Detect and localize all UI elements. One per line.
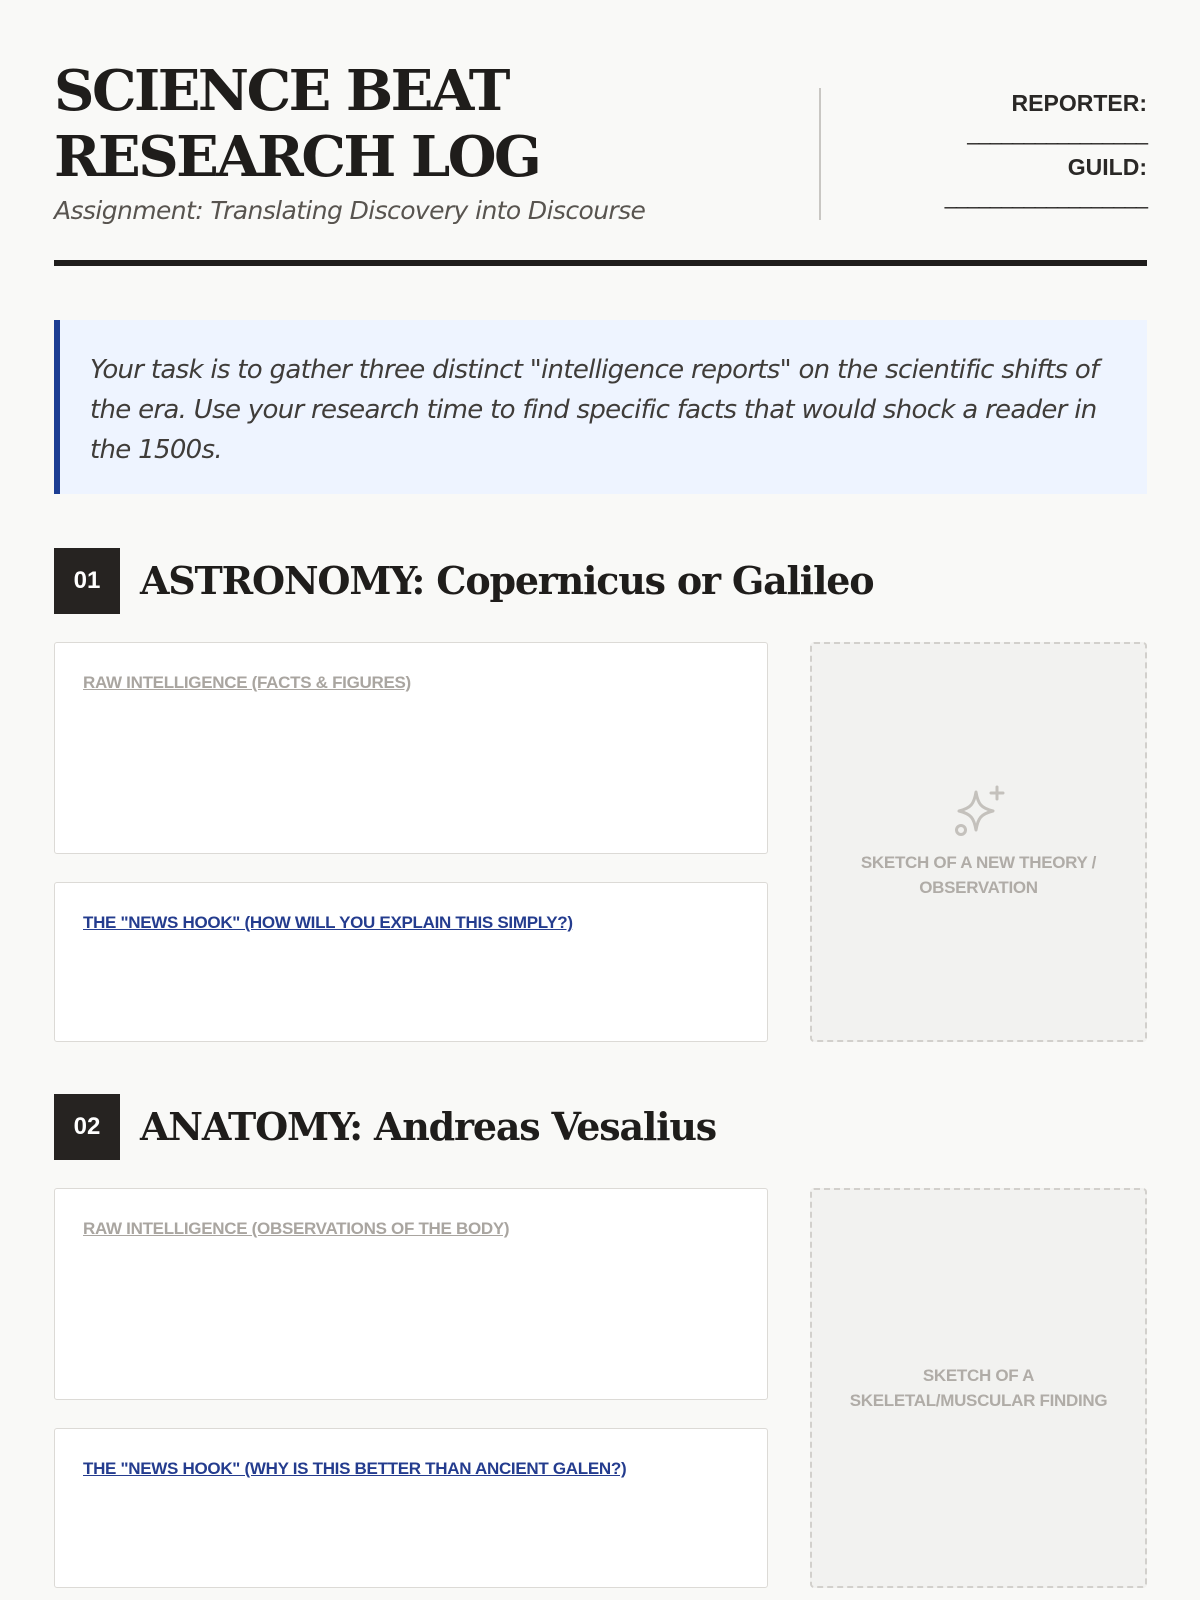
news-hook-box[interactable] — [54, 882, 768, 1042]
header-divider — [819, 88, 821, 220]
reporter-field[interactable]: ________________ — [967, 120, 1147, 145]
raw-intelligence-label: RAW INTELLIGENCE (FACTS & FIGURES) — [83, 673, 411, 692]
page-title: SCIENCE BEAT RESEARCH LOG — [54, 58, 540, 190]
news-hook-label: THE "NEWS HOOK" (WHY IS THIS BETTER THAN ANCIENT GALEN?) — [83, 1459, 627, 1478]
section-title: ANATOMY: Andreas Vesalius — [140, 1104, 716, 1149]
guild-field[interactable]: __________________ — [944, 184, 1147, 209]
instruction-text: Your task is to gather three distinct "intelligence reports" on the scientific shifts of the era. Use your research time to find specific facts that would shock a reader in the 1500s. — [90, 355, 1099, 465]
sparkle-icon — [951, 784, 1007, 840]
section-header — [54, 548, 1147, 614]
title-block — [54, 58, 824, 225]
section-number-badge: 01 — [54, 548, 120, 614]
sketch-area[interactable] — [810, 642, 1147, 1042]
header-rule — [54, 260, 1147, 266]
page-header — [54, 58, 1147, 268]
reporter-label: REPORTER: — [1011, 90, 1147, 116]
news-hook-label: THE "NEWS HOOK" (HOW WILL YOU EXPLAIN THIS SIMPLY?) — [83, 913, 573, 932]
raw-intelligence-box[interactable] — [54, 642, 768, 854]
section-anatomy — [54, 1094, 1147, 1590]
guild-label: GUILD: — [1067, 154, 1147, 180]
sketch-area[interactable] — [810, 1188, 1147, 1588]
section-number-badge: 02 — [54, 1094, 120, 1160]
instruction-box — [54, 320, 1147, 494]
reporter-block — [847, 88, 1147, 216]
assignment-subtitle: Assignment: Translating Discovery into Discourse — [54, 196, 646, 225]
sketch-label: SKETCH OF A SKELETAL/MUSCULAR FINDING — [849, 1366, 1108, 1410]
news-hook-box[interactable] — [54, 1428, 768, 1588]
sketch-label: SKETCH OF A NEW THEORY / OBSERVATION — [860, 853, 1097, 897]
raw-intelligence-label: RAW INTELLIGENCE (OBSERVATIONS OF THE BODY) — [83, 1219, 510, 1238]
section-astronomy — [54, 548, 1147, 1044]
raw-intelligence-box[interactable] — [54, 1188, 768, 1400]
section-title: ASTRONOMY: Copernicus or Galileo — [140, 558, 874, 603]
section-header — [54, 1094, 1147, 1160]
